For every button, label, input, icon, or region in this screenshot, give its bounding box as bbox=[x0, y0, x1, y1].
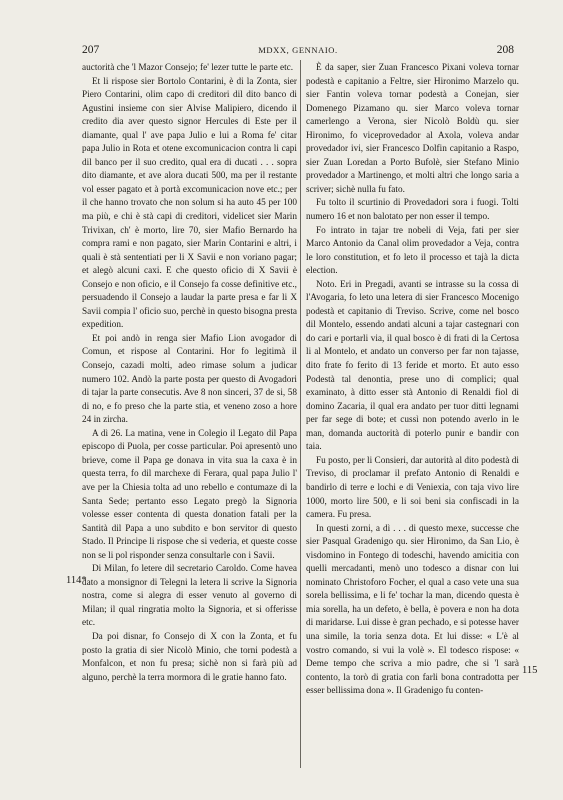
page-number-left: 207 bbox=[82, 44, 100, 56]
column-divider bbox=[300, 60, 301, 768]
paragraph: Fu tolto il scurtinio di Provedadori sora i fuogi. Tolti numero 16 et non balotato per non esser il tempo. bbox=[306, 198, 519, 223]
paragraph: Fo intrato in tajar tre nobeli di Veja, fati per sier Marco Antonio da Canal olim provedador a Veja, contra le loro constitution, et fo leto il processo et tajà la dicta election. bbox=[306, 225, 519, 277]
right-column bbox=[306, 62, 519, 699]
paragraph: Di Milan, fo letere dil secretario Caroldo. Come havea dato a monsignor di Telegni la letera li scrive la Signoria nostra, come si alegra di esser venuto al governo di Milan; il qual ringratia molto la Signoria, et si offerisse etc. bbox=[82, 564, 297, 629]
left-column bbox=[82, 62, 297, 685]
margin-number-right: 115 bbox=[522, 665, 538, 676]
paragraph: auctorità che 'l Mazor Consejo; fe' lezer tutte le parte etc. bbox=[82, 63, 294, 73]
paragraph: Noto. Eri in Pregadi, avanti se intrasse su la cossa di l'Avogaria, fo leto una letera di sier Francesco Mocenigo podestà et capitanio di Treviso. Scrive, come nel bosco dil Montelo, essendo andati alcuni a tajar castegnari con do cari e portarli via, il qual bosco è di frati di la Certosa li al Montelo, et andato un converso per far non tajasse, dito frate fo ferito di 13 feride et morto. Et auto esso Podestà tal denontia, prese uno di complici; qual examinato, à ditto esser stà Antonio di Renaldi fiol di domino Zacaria, il qual era andato per tuor ditti legnami per far segе di bote; et cussì non potendo averlo in le man, domanda auctorità di poterlo punir e bandir con taia. bbox=[306, 279, 519, 453]
running-header bbox=[82, 44, 514, 60]
paragraph: In questi zorni, a dì . . . di questo mexe, successe che sier Pasqual Gradenigo qu. sier Hironimo, da San Lio, è visdomino in Fontego di todeschi, havendo amicitia con quelli mercadanti, menò uno todesco a disnar con lui nominato Christoforo Focher, el qual a caso vete una sua sorela bellissima, e li fe' tochar la man, dicendo questa è mia sorella, ha un defeto, è bella, è povera e non ha dota di maridarse. Lui disse è gran pechado, e si potesse haver una simile, la toria senza dota. Et lui disse: « L'è al vostro comando, si vui la volè ». El todesco rispose: « Deme tempo che scriva a mio padre, che si 'l sarà contento, la torò di gratia con farli bona contradotta per esser bellissima dona ». Il Gradenigo fu conten- bbox=[306, 523, 519, 697]
margin-number-left: 114* bbox=[66, 575, 87, 586]
paragraph: Fu posto, per li Consieri, dar autorità al dito podestà di Treviso, di proclamar il prefato Antonio di Renaldi e bandirlo di terre e lochi e di Veniexia, con taja vivo lire 1000, morto lire 500, e li soi beni sia confiscadi in la camera. Fu presa. bbox=[306, 455, 519, 521]
running-title: MDXX, GENNAIO. bbox=[258, 45, 338, 55]
paragraph: A dì 26. La matina, vene in Colegio il Legato dil Papa episcopo di Puola, per cosse particular. Poi apresentò uno brieve, come il Papa ge donava in vita sua la caxa è in questa terra, fo dil marchexe di Ferara, qual papa Julio l' ave per la Chiesia tolta ad uno rebello e contumaze di la Santa Sede; pertanto esso Legato pregò la Signoria volesse esser contenta di questa donation fatali per la Santità dil Papa a uno subdito e bon servitor di questo Stado. Il Principe li rispose che si vederia, et queste cosse non se li pol risponder senza consultarle con i Savii. bbox=[82, 428, 297, 561]
paragraph: Et li rispose sier Bortolo Contarini, è di la Zonta, sier Piero Contarini, olim capo di creditori dil dito banco di Agustini insieme con sier Alvise Malipiero, dicendo il credito dia aver questo signor Hercules di Este per il diamante, qual l' ave papa Julio e lui a Roma fe' citar papa Julio in Rota et otene excomunicacion contra li capi dil banco per il suo credito, qual era di ducati . . . sopra dito diamante, et ave alora ducati 500, ma per il restante vol esser pagato et à portà excomunicacion nove etc.; per il che hanno trovato che non solum si ha auto 45 per 100 ma più, e chi è stà capi di creditori, videlicet sier Marin Trivixan, ch' è morto, lire 70, sier Mafio Bernardo ha compra rami e non pagato, sier Marin Contarini e altri, i quali è stà sententiati per li X Savii e non voriano pagar; et alegò alcuni caxi. E che questo oficio di X Savii è Consejo e non oficio, e il Consejo fa cosse definitive etc., persuadendo il Consejo a laudar la parte presa e far li X Savii compia l' oficio suo, perchè in questo bisogna presta expedition. bbox=[82, 76, 297, 331]
page-number-right: 208 bbox=[496, 44, 514, 56]
paragraph: Da poi disnar, fo Consejo di X con la Zonta, et fu posto la gratia di sier Nicolò Minio, che torni podestà a Monfalcon, et non fu presa; sichè non si farà più ad alguno, perchè la terra mormora di le gratie hanno fato. bbox=[82, 631, 297, 683]
paragraph: Et poi andò in renga sier Mafio Lion avogador di Comun, et rispose al Contarini. Hor fo legitimà il Consejo, cazadi molti, adeo rimase solum a judicar numero 102. Andò la parte posta per questo di Avogadori di tajar la parte consecutis. Ave 8 non sinceri, 37 de si, 58 di no, e fo preso che la parte stia, et veneno zoso a hore 24 in zircha. bbox=[82, 333, 297, 426]
paragraph: È da saper, sier Zuan Francesco Pixani voleva tornar podestà e capitanio a Feltre, sier Hironimo Marzelo qu. sier Fantin voleva tornar podestà a Conejan, sier Domenego Pizamano qu. sier Marco voleva tornar camerlengo a Verona, sier Nicolò Boldù qu. sier Hironimo, fo viceprovedador al Axola, voleva andar provedador ivi, sier Francesco Dolfin capitanio a Raspo, sier Zuan Loredan a Porto Bufolè, sier Stefano Minio provedador a Martinengo, et molti altri che longo saria a scriver; sichè nulla fu fato. bbox=[306, 63, 519, 195]
